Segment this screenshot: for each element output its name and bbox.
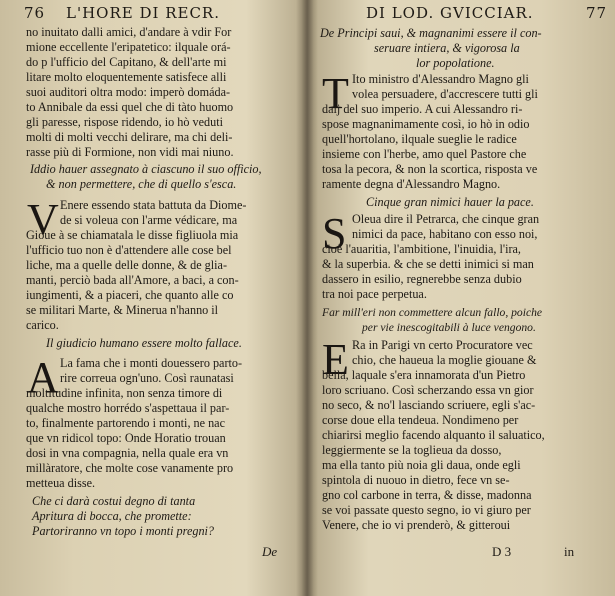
- text-line: & la superbia. & che se detti inimici si man: [322, 257, 534, 271]
- text-line: chio, che haueua la moglie giouane &: [352, 353, 537, 367]
- text-line: carico.: [26, 318, 59, 332]
- text-line: to, finalmente partorendo i monti, ne nac: [26, 416, 225, 430]
- text-line: metteua disse.: [26, 476, 96, 490]
- text-line: spintola di nuouo in dietro, fece vn se-: [322, 473, 510, 487]
- text-line: no inuitato dalli amici, d'andare à vdir For: [26, 25, 232, 39]
- text-line: Ra in Parigi vn certo Procuratore vec: [352, 338, 533, 352]
- text-line: no seco, & no'l lasciando scriuere, egli s'ac-: [322, 398, 536, 412]
- text-line: tosa la pecora, & non la scortica, risposta ve: [322, 162, 538, 176]
- text-line: litare molto eloquentemente satisfece alli: [26, 70, 227, 84]
- text-line: spose magnanimamente così, io hò in odio: [322, 117, 530, 131]
- text-line: se voi passate questo segno, io vi giuro per: [322, 503, 531, 517]
- text-line: nimici da pace, habitano con esso noi,: [352, 227, 538, 241]
- text-line: millàratore, che molte cose vanamente pro: [26, 461, 234, 475]
- verse-line: Apritura di bocca, che promette:: [32, 509, 192, 523]
- drop-cap-initial: E: [322, 335, 349, 384]
- text-line: bella, laquale s'era innamorata d'un Pietro: [322, 368, 526, 382]
- text-line: daij del suo imperio. A cui Alessandro ri-: [322, 102, 523, 116]
- text-line: qualche mostro horrédo s'aspettaua il par-: [26, 401, 230, 415]
- text-line: rire correua ogn'uno. Così raunatasi: [60, 371, 234, 385]
- verse-line: Che ci darà costui degno di tanta: [32, 494, 196, 508]
- left-page-number: 76: [24, 4, 46, 22]
- right-catchword: in: [564, 544, 575, 559]
- right-running-head: DI LOD. GVICCIAR.: [366, 4, 534, 22]
- text-line: volea persuadere, d'accrescere tutti gli: [352, 87, 538, 101]
- text-line: manti, perciò bada all'Amore, a baci, a con-: [26, 273, 239, 287]
- drop-cap-initial: T: [322, 69, 349, 118]
- drop-cap-initial: S: [322, 209, 347, 258]
- text-line: moltitudine infinita, non senza timore di: [26, 386, 223, 400]
- right-signature-mark: D 3: [492, 544, 512, 559]
- text-line: quell'hortolano, ilquale sueglie le radice: [322, 132, 517, 146]
- drop-cap-initial: A: [27, 353, 59, 402]
- text-line: Gioue à se chiamatala le disse figliuola mia: [26, 228, 239, 242]
- text-line: to Annibale da essi quel che di tàto huomo: [26, 100, 234, 114]
- text-line: iungimenti, & a piaceri, che quanto alle co: [26, 288, 234, 302]
- text-line: cioè l'auaritia, l'ambitione, l'inuidia, l'ira,: [322, 242, 521, 256]
- text-line: se militari Marte, & Minerua n'hanno il: [26, 303, 219, 317]
- right-heading-2: Cinque gran nimici hauer la pace.: [366, 195, 534, 209]
- text-line: Venere, che io vi prenderò, & gitteroui: [322, 518, 511, 532]
- left-running-head: L'HORE DI RECR.: [66, 4, 220, 22]
- left-page: [0, 0, 305, 596]
- text-line: leggiermente se la toglieua da dosso,: [322, 443, 502, 457]
- text-line: dosi in vna compagnia, nella quale era vn: [26, 446, 229, 460]
- right-page: [306, 0, 615, 596]
- italic-heading-line: De Principi saui, & magnanimi essere il con-: [320, 26, 542, 40]
- italic-heading-line: Iddio hauer assegnato à ciascuno il suo officio,: [30, 162, 262, 176]
- left-heading-2: Il giudicio humano essere molto fallace.: [46, 336, 242, 350]
- text-line: chiarirsi meglio facendo alquanto il saluatico,: [322, 428, 545, 442]
- text-line: liche, ma a quelle delle donne, & de glia-: [26, 258, 228, 272]
- text-line: Ito ministro d'Alessandro Magno gli: [352, 72, 529, 86]
- text-line: rasse più di Formione, non vidi mai niuno.: [26, 145, 234, 159]
- verse-line: Partoriranno vn topo i monti pregni?: [32, 524, 215, 538]
- italic-heading-line: seruare intiera, & vigorosa la: [374, 41, 520, 55]
- text-line: do p l'ufficio del Capitano, & dell'arte mi: [26, 55, 227, 69]
- text-line: tra noi pace perpetua.: [322, 287, 427, 301]
- text-line: molti di molti vecchi delirare, ma chi deli-: [26, 130, 233, 144]
- text-line: de si voleua con l'arme védicare, ma: [60, 213, 238, 227]
- text-line: corse doue ella tendeua. Nondimeno per: [322, 413, 519, 427]
- text-line: gno col carbone in terra, & disse, madonna: [322, 488, 532, 502]
- text-line: La fama che i monti douessero parto-: [60, 356, 243, 370]
- text-line: gli paresse, rispose ridendo, io hò veduti: [26, 115, 223, 129]
- text-line: Oleua dire il Petrarca, che cinque gran: [352, 212, 540, 226]
- text-line: dassero in esilio, regnerebbe senza dubio: [322, 272, 522, 286]
- text-line: loro scriuano. Così scherzando essa vn gior: [322, 383, 534, 397]
- text-line: suoi auditori oltra modo: imperò domáda-: [26, 85, 231, 99]
- italic-heading-line: & non permettere, che di quello s'esca.: [46, 177, 237, 191]
- text-line: ramente degna d'Alessandro Magno.: [322, 177, 501, 191]
- text-line: l'ufficio tuo non è d'attendere alle cose bel: [26, 243, 232, 257]
- text-line: ma ella tanto più noia gli daua, onde egli: [322, 458, 521, 472]
- text-line: mione eccellente l'eripatetico: ilquale orá-: [26, 40, 231, 54]
- left-catchword: De: [262, 544, 278, 559]
- text-line: Enere essendo stata battuta da Diome-: [60, 198, 247, 212]
- text-line: insieme con l'herbe, amo quel Pastore che: [322, 147, 527, 161]
- italic-heading-line: Far mill'eri non commettere alcun fallo, poiche: [322, 306, 543, 319]
- italic-heading-line: per vie inescogitabili à luce vengono.: [362, 321, 536, 334]
- text-line: que vn ridicol topo: Onde Horatio trouan: [26, 431, 226, 445]
- right-page-number: 77: [586, 4, 608, 22]
- drop-cap-initial: V: [27, 195, 59, 244]
- italic-heading-line: lor popolatione.: [416, 56, 495, 70]
